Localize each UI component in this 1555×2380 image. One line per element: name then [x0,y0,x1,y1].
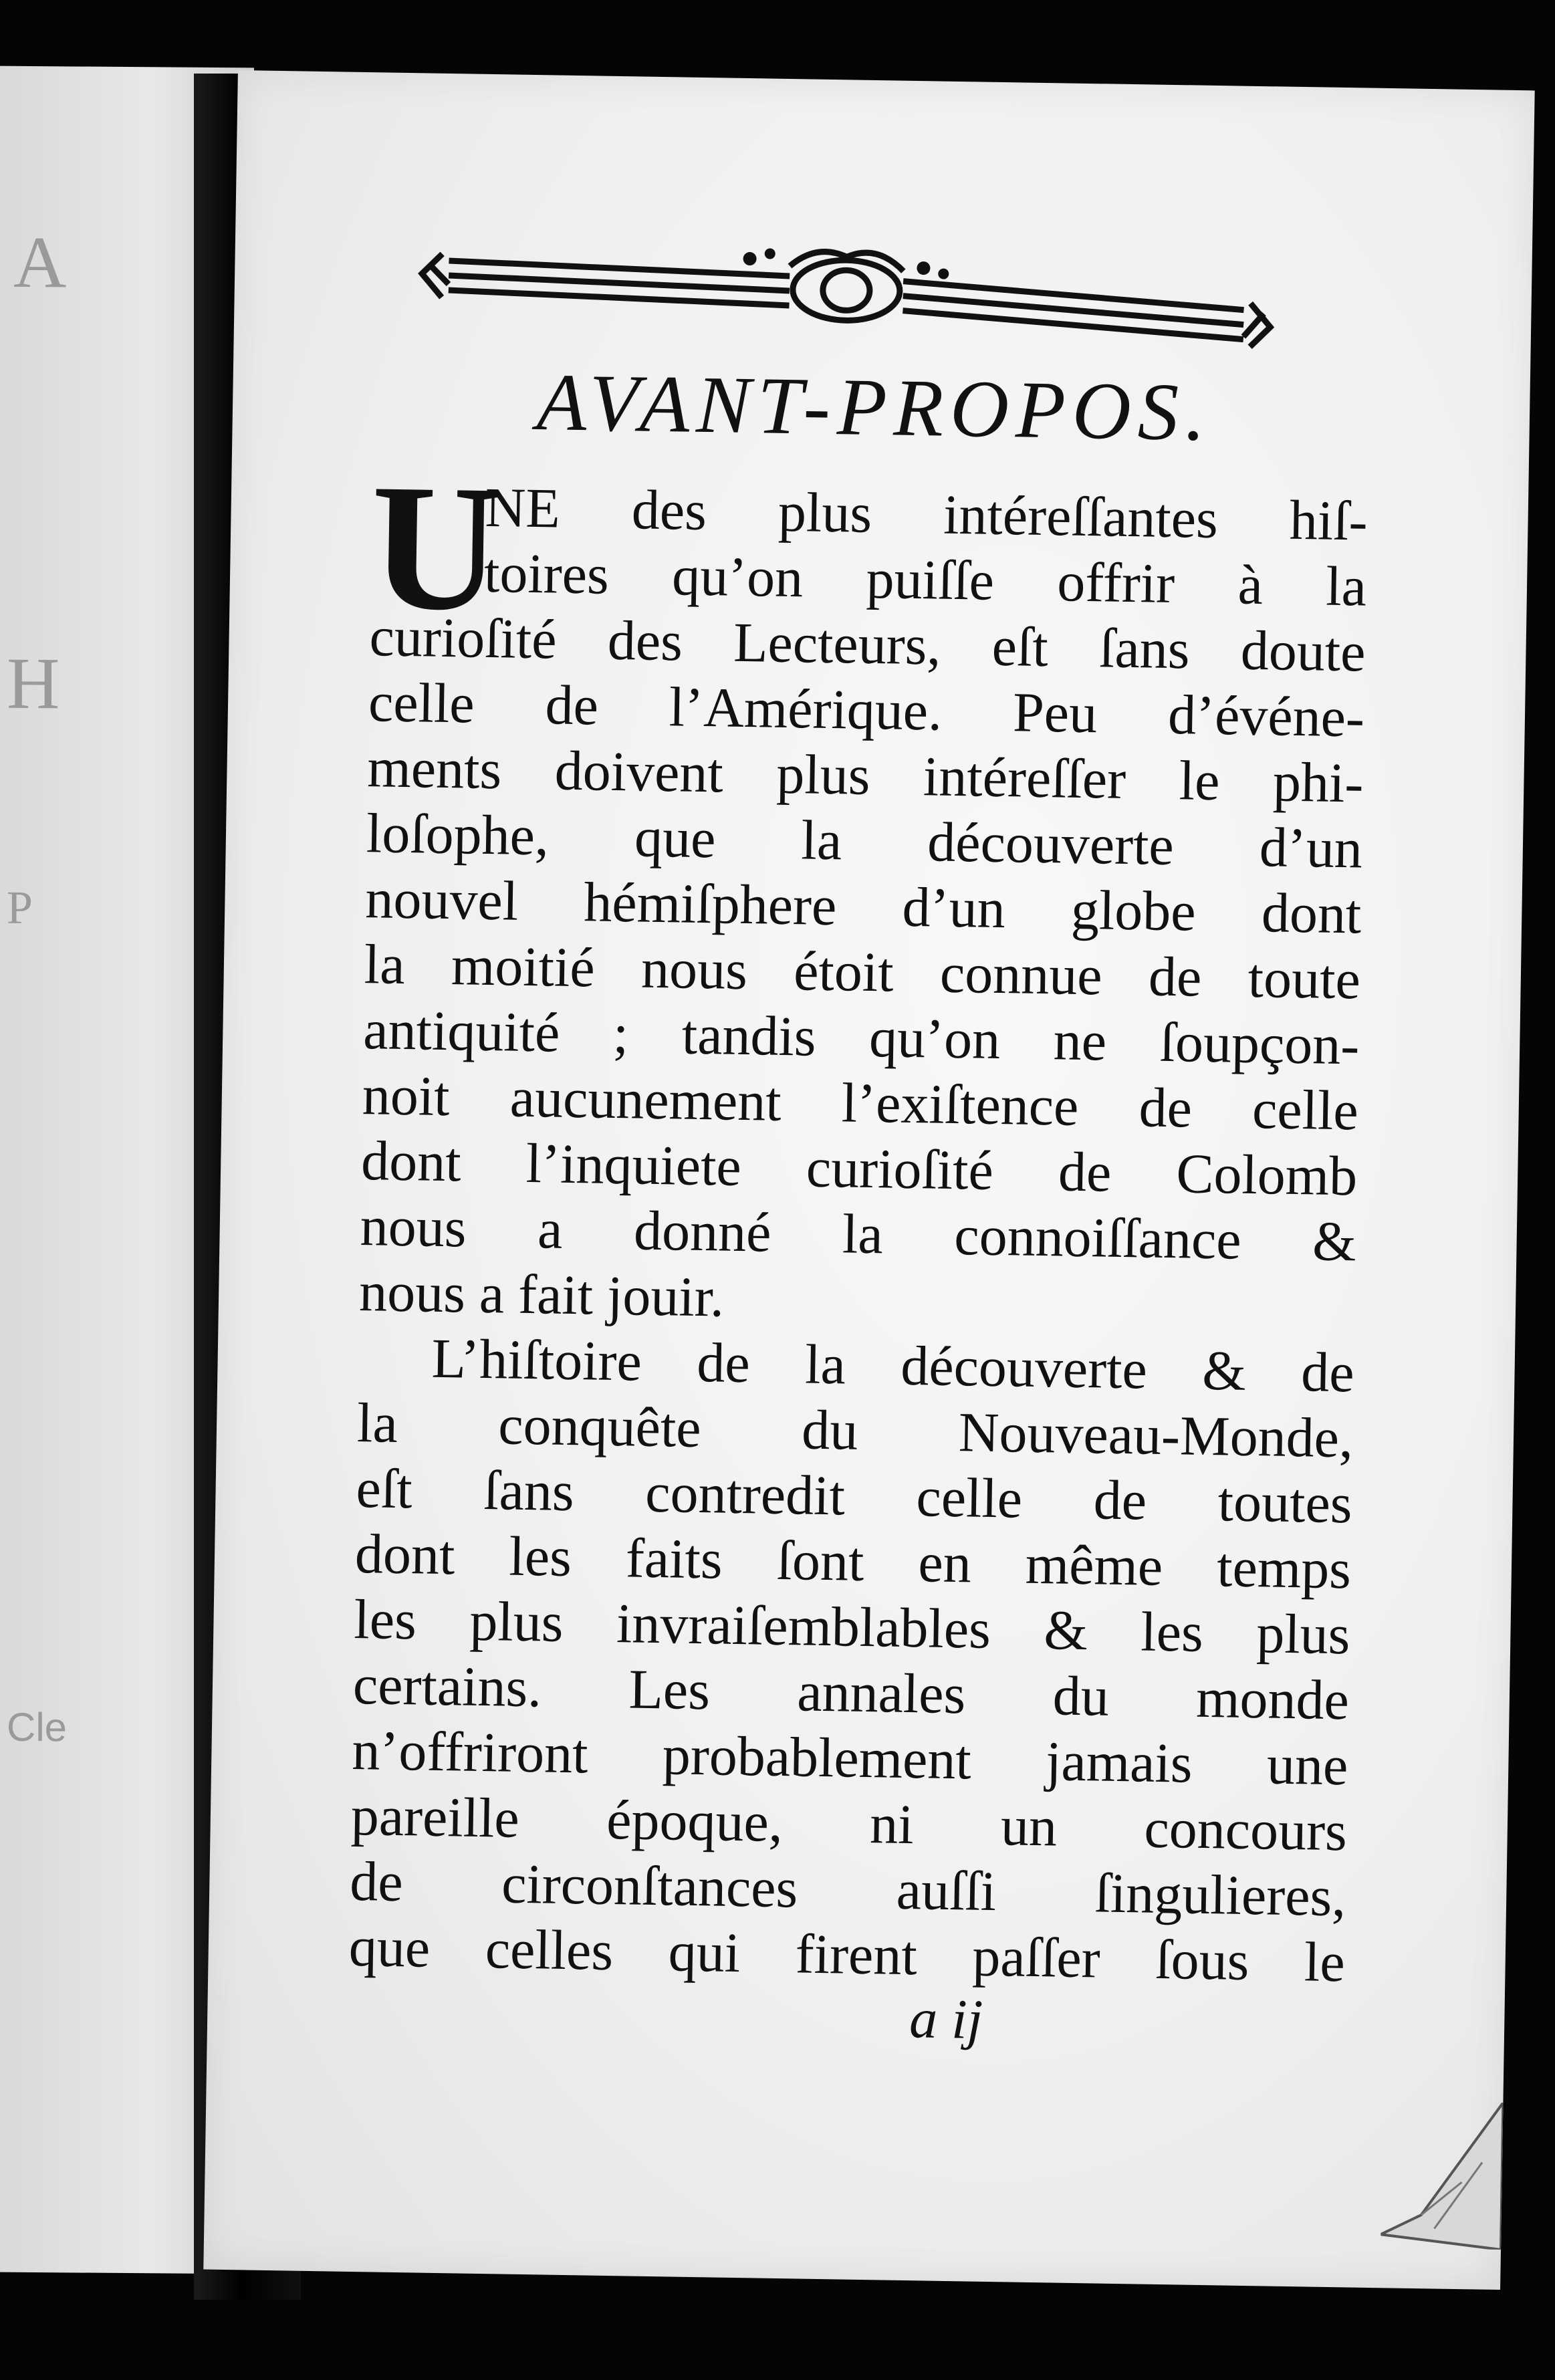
text-line: la moitié nous étoit connue de toute [364,933,1361,1012]
text-line: noit aucunement l’exiſtence de celle [362,1064,1359,1143]
text-line: nous a donné la connoiſſance & [360,1195,1357,1274]
text-line: dont l’inquiete curioſité de Colomb [360,1130,1358,1208]
text-line: antiquité ; tandis qu’on ne ſoupçon- [362,999,1360,1077]
text-line: pareille époque, ni un concours [350,1784,1348,1863]
text-line: dont les faits ſont en même temps [354,1522,1352,1601]
drop-cap: U [369,447,503,649]
left-page-fragment: A [13,221,67,304]
text-line: n’offriront probablement jamais une [351,1719,1349,1798]
torn-corner-icon [1381,2101,1503,2250]
text-line: ments doivent plus intéreſſer le phi- [366,737,1364,815]
text-line: nouvel hémiſphere d’un globe dont [364,868,1362,946]
text-line: curioſité des Lecteurs, eſt ſans doute [368,606,1366,684]
text-line: de circonſtances auſſi ſingulieres, [349,1850,1346,1929]
text-line: eſt ſans contredit celle de toutes [355,1457,1353,1536]
page-title: AVANT-PROPOS. [535,357,1213,458]
text-line: certains. Les annales du monde [352,1653,1350,1732]
signature-mark: a ij [909,1988,983,2051]
text-line: nous a fait jouir. [358,1261,725,1329]
text-line: toires qu’on puiſſe offrir à la [483,542,1367,618]
text-line: L’hiſtoire de la découverte & de [431,1327,1355,1405]
body-text [348,473,1368,1996]
text-line: loſophe, que la découverte d’un [366,802,1363,880]
text-line: les plus invraiſemblables & les plus [353,1588,1351,1667]
text-line: que celles qui firent paſſer ſous le [348,1915,1346,1994]
text-line: celle de l’Amérique. Peu d’événe- [368,671,1365,749]
left-page-fragment: P [7,882,33,935]
left-page-fragment: Cle [7,1704,68,1750]
headpiece-ornament-icon [414,233,1278,360]
text-line: la conquête du Nouveau-Monde, [356,1392,1354,1470]
text-line: NE des plus intéreſſantes hiſ- [484,476,1368,553]
book-page [203,70,1534,2290]
left-page-fragment: H [7,642,60,725]
